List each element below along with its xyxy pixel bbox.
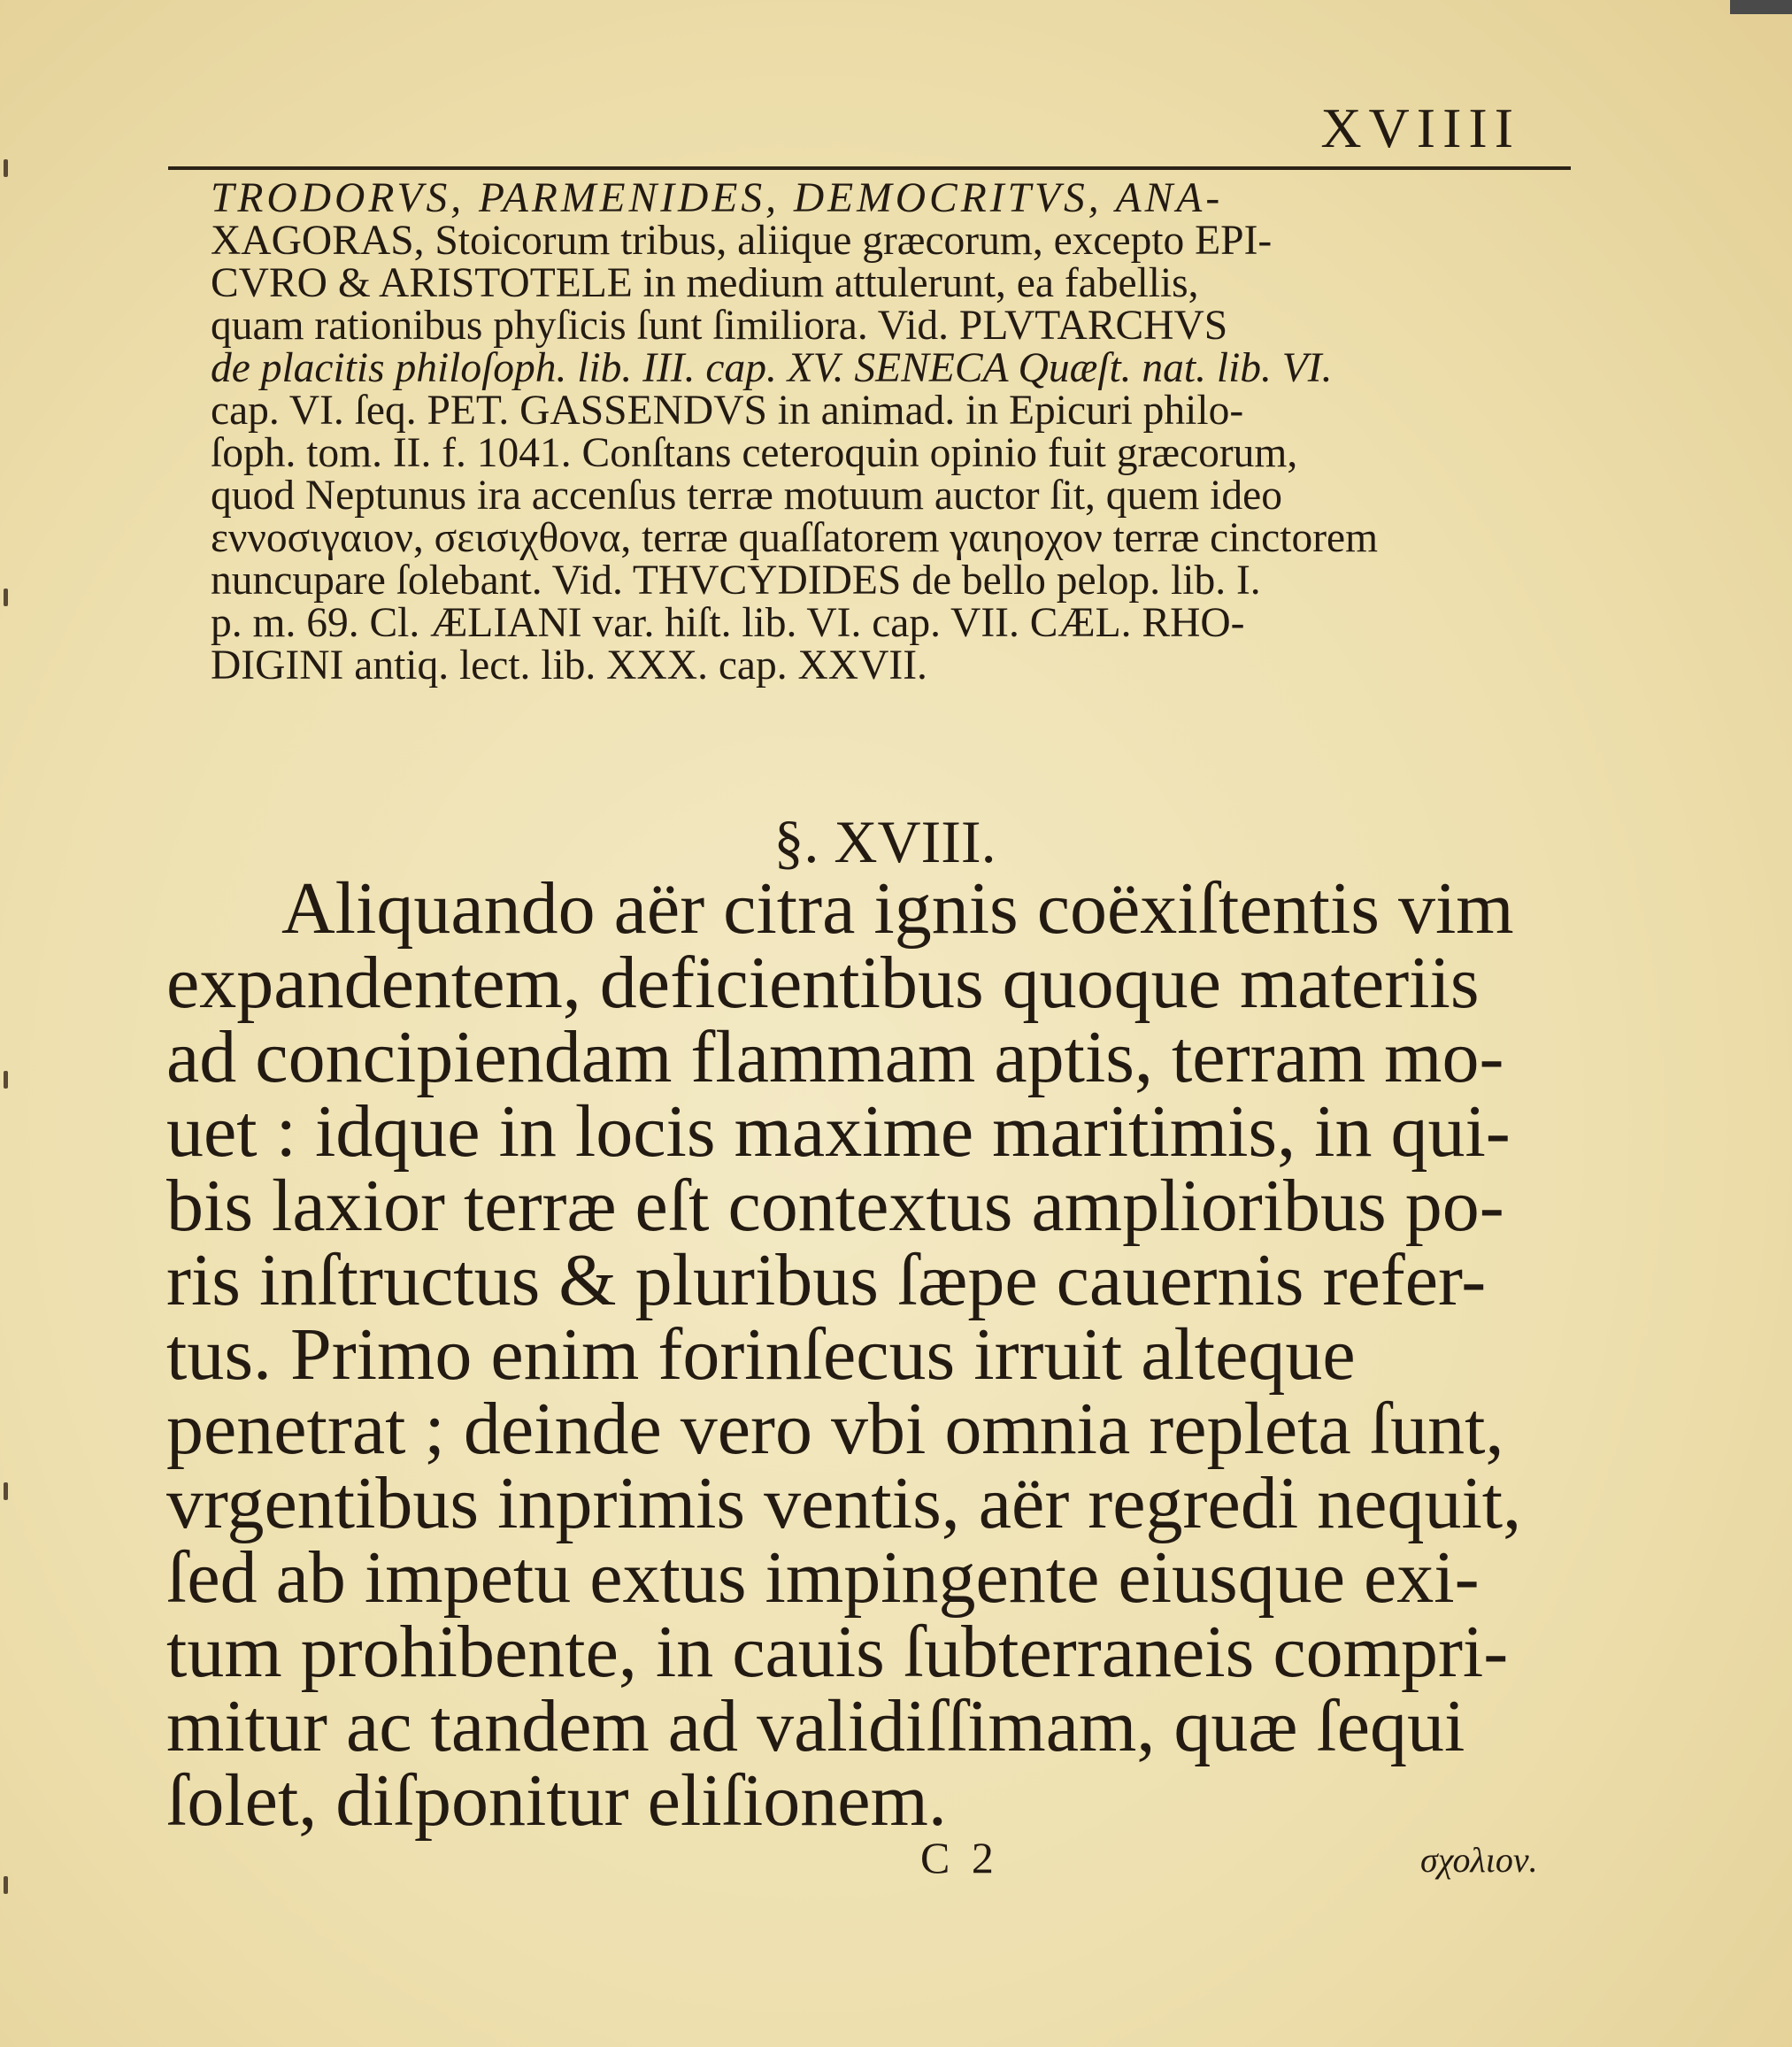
body-line: ris inſtructus & pluribus ſæpe cauernis refer- [166,1239,1487,1321]
catchword: σχολιον. [1420,1840,1538,1880]
footnote-block [211,177,1569,687]
body-line: tus. Primo enim forinſecus irruit alteque [166,1313,1356,1396]
body-line: ſolet, diſponitur eliſionem. [166,1759,947,1842]
body-line: penetrat ; deinde vero vbi omnia repleta ſunt, [166,1388,1504,1470]
body-line: ad concipiendam flammam aptis, terram mo- [166,1016,1504,1098]
note-line: cap. VI. ſeq. PET. GASSENDVS in animad. in Epicuri philo- [211,388,1244,434]
note-line: de placitis philoſoph. lib. III. cap. XV. SENECA Quæſt. nat. lib. VI. [211,345,1333,391]
binding-mark [4,1482,8,1500]
body-line: mitur ac tandem ad validiſſimam, quæ ſequi [166,1685,1465,1767]
note-line: DIGINI antiq. lect. lib. XXX. cap. XXVII. [211,643,927,689]
note-line: p. m. 69. Cl. ÆLIANI var. hiſt. lib. VI. cap. VII. CÆL. RHO- [211,600,1245,646]
body-text [166,867,1573,1842]
binding-mark [4,1876,8,1894]
binding-mark [4,159,8,177]
body-line: expandentem, deficientibus quoque materiis [166,942,1480,1024]
scan-border [1730,0,1792,14]
body-line: uet : idque in locis maxime maritimis, in qui- [166,1090,1511,1173]
note-line: quam rationibus phyſicis ſunt ſimiliora. Vid. PLVTARCHVS [211,303,1228,349]
note-line: quod Neptunus ira accenſus terræ motuum auctor ſit, quem ideo [211,473,1282,519]
body-line: ſed ab impetu extus impingente eiusque exi- [166,1536,1480,1619]
binding-mark [4,589,8,606]
header-rule [168,166,1571,170]
body-line: bis laxior terræ eſt contextus amplioribus po- [166,1165,1504,1247]
note-line: TRODORVS, PARMENIDES, DEMOCRITVS, ANA- [211,175,1224,221]
note-line: XAGORAS, Stoicorum tribus, aliique græcorum, excepto EPI- [211,218,1273,264]
body-line: tum prohibente, in cauis ſubterraneis compri- [166,1611,1509,1693]
note-line: ſoph. tom. II. f. 1041. Conſtans ceteroquin opinio fuit græcorum, [211,430,1298,476]
page-number: XVIIII [1320,96,1520,159]
note-line: CVRO & ARISTOTELE in medium attulerunt, ea fabellis, [211,260,1199,306]
note-line: nuncupare ſolebant. Vid. THVCYDIDES de bello pelop. lib. I. [211,558,1261,604]
body-line: Aliquando aër citra ignis coëxiſtentis vim [281,867,1514,950]
section-heading: §. XVIII. [773,808,996,875]
note-line: εννοσιγαιον, σεισιχθονα, terræ quaſſatorem γαιηοχον terræ cinctorem [211,515,1379,561]
signature-mark: C 2 [920,1833,999,1882]
body-line: vrgentibus inprimis ventis, aër regredi nequit, [166,1462,1522,1544]
binding-mark [4,1071,8,1089]
